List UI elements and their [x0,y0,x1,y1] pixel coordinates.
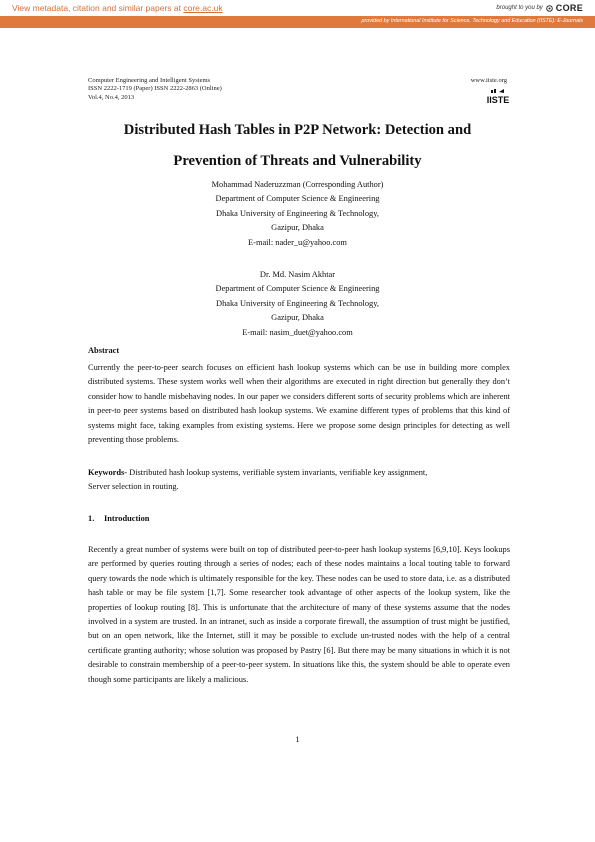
journal-site: www.iiste.org [470,77,507,84]
section-number: 1. [88,514,95,523]
core-provider-bar [0,16,595,28]
author-block-1 [60,178,535,250]
keywords-line-2: Server selection in routing. [88,482,179,492]
core-brand[interactable] [496,3,583,13]
author-univ: Dhaka University of Engineering & Technology, [216,208,379,218]
keywords-label: Keywords- [88,468,128,477]
section-title: Introduction [104,514,150,523]
iiste-logo-icon [486,88,510,105]
author-name: Mohammad Naderuzzman (Corresponding Author) [211,180,384,189]
core-metadata-link[interactable] [12,3,223,13]
journal-name: Computer Engineering and Intelligent Systems [88,77,211,84]
author-block-2 [60,268,535,340]
brought-by-text: brought to you by [496,5,543,11]
paper-title-line-1: Distributed Hash Tables in P2P Network: Detection and [123,122,472,138]
author-email: E-mail: nader_u@yahoo.com [248,237,347,247]
core-banner [0,0,595,28]
core-logo-icon [546,5,553,12]
core-link-text[interactable]: core.ac.uk [183,3,223,13]
core-link-prefix: View metadata, citation and similar papers at [12,3,184,13]
paper-title-line-2: Prevention of Threats and Vulnerability [173,153,422,169]
core-banner-top [0,0,595,16]
section-heading-introduction [88,514,149,523]
iiste-logo-text: IISTE [486,95,510,105]
author-city: Gazipur, Dhaka [271,223,324,233]
author-name: Dr. Md. Nasim Akhtar [259,270,336,279]
author-univ: Dhaka University of Engineering & Technology, [216,298,379,308]
core-provided-text[interactable]: provided by International Institute for Science, Technology and Education (IISTE): E-Journals [361,18,583,24]
journal-info [88,77,222,102]
author-dept: Department of Computer Science & Engineering [215,194,380,204]
keywords-line-1: Distributed hash lookup systems, verifiable system invariants, verifiable key assignment, [127,468,428,477]
keywords [88,466,510,495]
journal-volume: Vol.4, No.4, 2013 [88,93,135,101]
abstract-text: Currently the peer-to-peer search focuses on efficient hash lookup systems which can be use in building more complex distributed systems. These system works well when their algorithms are executed in right direction but generally they don’t consider how to handle misbehaving nodes. In our paper we considers different sorts of security problems which are inherent in peer-to peer systems based on distributed hash lookup systems. We examine different types of problems that this kind of systems might face, taking examples from existing systems. Here we propose some design principles for detecting as well preventing those problems. [88,363,510,445]
introduction-text: Recently a great number of systems were built on top of distributed peer-to-peer hash lookup systems [6,9,10]. Keys lookups are performed by queries routing through a series of nodes; each of these nodes maintains a local touting table to forward query towards the node which is ultimately responsible for the key. These nodes can be used to store data, i.e. as a distributed hash table or may be file system [1,7]. Some researcher took advantage of other aspects of the lookup system, like the properties of lookup routing [8]. This is unfortunate that the architecture of many of these systems assume that the nodes involved in a system are trusted. In an intranet, such as inside a corporate firewall, the assumption of trust might be justified, but on an open network, like the Internet, still it may be possible to exclude un-trusted nodes with the help of a central certificate granting authority; whose solution was proposed by Pastry [6]. But there may be many situations in which it is not desirable to constrain membership of a peer-to-peer system. In situations like this, the system should be able to operate even though some participants are likely a malicious. [88,545,510,684]
author-email: E-mail: nasim_duet@yahoo.com [242,327,353,337]
page-number: 1 [295,735,300,744]
author-city: Gazipur, Dhaka [271,313,324,323]
journal-issn: ISSN 2222-1719 (Paper) ISSN 2222-2863 (Online) [88,85,222,93]
author-dept: Department of Computer Science & Engineering [215,284,380,294]
core-brand-name: CORE [555,3,583,13]
abstract-heading: Abstract [88,346,120,355]
